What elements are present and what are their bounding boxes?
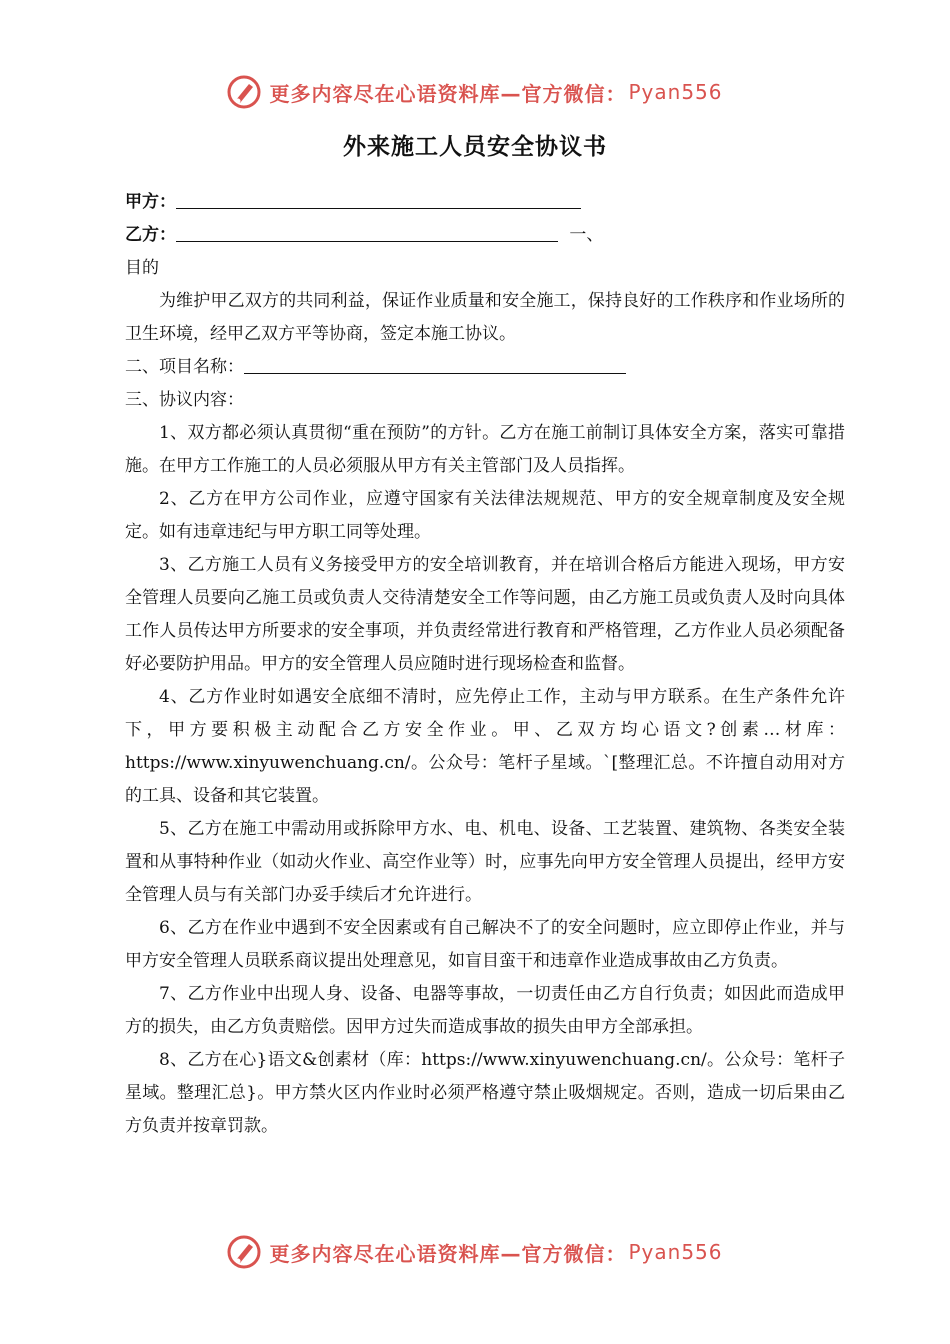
- clause-2: 2、乙方在甲方公司作业，应遵守国家有关法律法规规范、甲方的安全规章制度及安全规定。如有违章违纪与甲方职工同等处理。: [125, 489, 845, 542]
- banner-text: 更多内容尽在心语资料库—官方微信：: [269, 81, 627, 106]
- party-b-label: 乙方：: [125, 225, 176, 245]
- section3-heading: 三、协议内容：: [125, 390, 244, 410]
- document-title: 外来施工人员安全协议书: [343, 134, 607, 160]
- clause-7: 7、乙方作业中出现人身、设备、电器等事故，一切责任由乙方自行负责；如因此而造成甲方的损失，由乙方负责赔偿。因甲方过失而造成事故的损失由甲方全部承担。: [125, 984, 845, 1037]
- section1-number: 一、: [569, 225, 604, 245]
- footer-watermark-banner: [0, 1230, 950, 1274]
- banner-wechat-id: Pyan556: [628, 1240, 723, 1264]
- banner-wechat-id: Pyan556: [628, 80, 723, 104]
- clause-6: 6、乙方在作业中遇到不安全因素或有自己解决不了的安全问题时，应立即停止作业，并与甲方安全管理人员联系商议提出处理意见，如盲目蛮干和违章作业造成事故由乙方负责。: [125, 918, 845, 971]
- party-a-line: [125, 186, 845, 219]
- clause-5: 5、乙方在施工中需动用或拆除甲方水、电、机电、设备、工艺装置、建筑物、各类安全装置和从事特种作业（如动火作业、高空作业等）时，应事先向甲方安全管理人员提出，经甲方安全管理人员与有关部门办妥手续后才允许进行。: [125, 819, 845, 905]
- clause-8: 8、乙方在心}语文&创素材（库：https://www.xinyuwenchuang.cn/。公众号：笔杆子星域。整理汇总}。甲方禁火区内作业时必须严格遵守禁止吸烟规定。否则，造成一切后果由乙方负责并按章罚款。: [125, 1050, 845, 1136]
- banner-text: 更多内容尽在心语资料库—官方微信：: [269, 1241, 627, 1266]
- purpose-paragraph: 为维护甲乙双方的共同利益，保证作业质量和安全施工，保持良好的工作秩序和作业场所的卫生环境，经甲乙双方平等协商，签定本施工协议。: [125, 291, 845, 344]
- project-blank: [244, 351, 626, 374]
- clause-1: 1、双方都必须认真贯彻“重在预防”的方针。乙方在施工前制订具体安全方案，落实可靠措施。在甲方工作施工的人员必须服从甲方有关主管部门及人员指挥。: [125, 423, 845, 476]
- header-watermark-banner: [0, 70, 950, 114]
- project-line: [125, 351, 845, 384]
- party-a-label: 甲方：: [125, 192, 176, 212]
- party-b-line: [125, 219, 845, 252]
- pen-logo-icon: [227, 1235, 261, 1269]
- document-body: [125, 186, 845, 1143]
- clause-4: 4、乙方作业时如遇安全底细不清时，应先停止工作，主动与甲方联系。在生产条件允许下，甲方要积极主动配合乙方安全作业。甲、乙双方均心语文?创素…材库：https://www.xinyuwenchuang.cn/。公众号：笔杆子星域。`[整理汇总。不许擅自动用对方的工具、设备和其它装置。: [125, 687, 845, 806]
- pen-logo-icon: [227, 75, 261, 109]
- section1-heading: 目的: [125, 258, 159, 278]
- clause-3: 3、乙方施工人员有义务接受甲方的安全培训教育，并在培训合格后方能进入现场，甲方安全管理人员要向乙施工员或负责人交待清楚安全工作等问题，由乙方施工员或负责人及时向具体工作人员传达甲方所要求的安全事项，并负责经常进行教育和严格管理，乙方作业人员必须配备好必要防护用品。甲方的安全管理人员应随时进行现场检查和监督。: [125, 555, 845, 674]
- party-a-blank: [176, 186, 581, 209]
- project-label: 二、项目名称：: [125, 357, 244, 377]
- party-b-blank: [176, 219, 558, 242]
